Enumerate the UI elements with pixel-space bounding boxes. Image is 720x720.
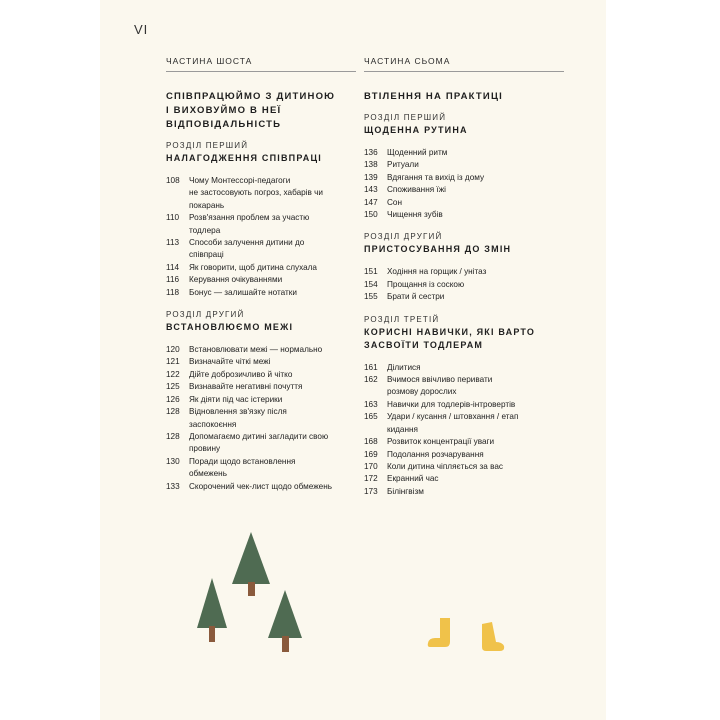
toc-page-number: 136 (364, 148, 378, 157)
tree-icon (195, 578, 229, 644)
toc-entry (364, 291, 564, 303)
section-title (166, 321, 356, 334)
toc-entry (364, 172, 564, 184)
part-title (166, 90, 356, 132)
toc-page-number: 121 (166, 357, 180, 367)
toc-entry (166, 175, 356, 212)
toc-entry-line: Як говорити, щоб дитина слухала (189, 262, 317, 272)
toc-entry-line: Подолання розчарування (387, 449, 484, 459)
toc-entry-title (189, 175, 356, 212)
part-title-line: І ВИХОВУЙМО В НЕЇ (166, 105, 282, 116)
toc-entry (166, 481, 356, 493)
toc-page-number: 155 (364, 292, 378, 302)
toc-entry (364, 197, 564, 209)
section-title (364, 326, 564, 352)
toc-entry (166, 406, 356, 431)
toc-entry (166, 394, 356, 406)
part-title (364, 90, 564, 104)
toc-entry-title (189, 262, 356, 274)
toc-page-number: 116 (166, 275, 180, 285)
toc-page-number: 128 (166, 431, 180, 441)
toc-page-number: 108 (166, 176, 180, 185)
toc-entry (364, 159, 564, 171)
toc-page-number: 126 (166, 394, 180, 404)
toc-entry-title (387, 291, 564, 303)
toc-entry-line: Коли дитина чіпляється за вас (387, 461, 504, 471)
toc-page-number: 130 (166, 456, 180, 466)
toc-entry-title (387, 362, 564, 374)
toc-section (364, 112, 564, 221)
toc-entry-line: Бонус — залишайте нотатки (189, 287, 297, 297)
toc-entry (166, 381, 356, 393)
toc-entry-line: Як діяти під час істерики (189, 394, 283, 404)
toc-entry-title (189, 369, 356, 381)
section-title-line: НАЛАГОДЖЕННЯ СПІВПРАЦІ (166, 153, 322, 163)
toc-entry (166, 237, 356, 262)
toc-entry-title (189, 344, 356, 356)
section-title-line: КОРИСНІ НАВИЧКИ, ЯКІ ВАРТО (364, 326, 536, 337)
toc-entry-title (387, 159, 564, 171)
section-title-line: ЩОДЕННА РУТИНА (364, 125, 468, 135)
toc-entry (364, 362, 564, 374)
toc-entry-line: обмежень (189, 469, 227, 479)
toc-page-number: 169 (364, 449, 378, 459)
part-title-line: СПІВПРАЦЮЙМО З ДИТИНОЮ (166, 91, 336, 102)
toc-entry-line: Визнавайте негативні почуття (189, 382, 303, 392)
toc-entry-line: Чищення зубів (387, 210, 443, 220)
toc-page-number: 122 (166, 369, 180, 379)
section-title (364, 243, 564, 256)
toc-entry (166, 274, 356, 286)
toc-page-number: 125 (166, 382, 180, 392)
toc-entry-line: провину (189, 444, 221, 454)
part-title-line: ВІДПОВІДАЛЬНІСТЬ (166, 119, 282, 130)
section-kicker: РОЗДІЛ ПЕРШИЙ (166, 141, 249, 150)
toc-entry-line: Відновлення зв'язку після (189, 407, 287, 417)
tree-icon (266, 590, 304, 654)
toc-page-number: 113 (166, 238, 180, 248)
toc-entry-line: Брати й сестри (387, 292, 445, 302)
part-label: ЧАСТИНА ШОСТА (166, 56, 356, 72)
part-label: ЧАСТИНА СЬОМА (364, 56, 564, 72)
toc-entry-title (387, 184, 564, 196)
section-title-line: ВСТАНОВЛЮЄМО МЕЖІ (166, 322, 294, 333)
toc-entry-title (387, 279, 564, 291)
toc-entry-title (387, 209, 564, 221)
toc-entry (166, 431, 356, 456)
toc-entry (364, 411, 564, 436)
toc-page-number: 110 (166, 213, 180, 223)
toc-entry (364, 486, 564, 498)
section-title (166, 152, 356, 165)
toc-page-number: 151 (364, 267, 378, 277)
toc-entry (166, 287, 356, 299)
right-column (364, 56, 564, 508)
toc-entry (364, 449, 564, 461)
toc-entry-line: Керування очікуваннями (189, 275, 283, 285)
toc-entry-line: Визначайте чіткі межі (189, 357, 271, 367)
toc-entry (364, 147, 564, 159)
toc-page-number: 139 (364, 172, 378, 182)
toc-entry (364, 436, 564, 448)
toc-entry-title (189, 212, 356, 237)
toc-entry (166, 356, 356, 368)
left-column (166, 56, 356, 503)
toc-entry-line: Ходіння на горщик / унітаз (387, 267, 487, 277)
toc-page-number: 128 (166, 407, 180, 417)
toc-entry-line: Екранний час (387, 474, 439, 484)
toc-entry-line: Щоденний ритм (387, 148, 448, 157)
toc-entry (166, 344, 356, 356)
toc-section (364, 314, 564, 498)
toc-entry-line: тодлера (189, 225, 221, 235)
section-title-line: ПРИСТОСУВАННЯ ДО ЗМІН (364, 244, 512, 255)
toc-page-number: 172 (364, 474, 378, 484)
toc-entry-line: Удари / кусання / штовхання / етап (387, 412, 519, 422)
toc-section (166, 140, 356, 299)
toc-entry-line: Дійте доброзичливо й чітко (189, 369, 293, 379)
toc-entry-line: заспокоєння (189, 419, 237, 429)
toc-entry-title (189, 406, 356, 431)
toc-entry (364, 184, 564, 196)
toc-entry (364, 473, 564, 485)
toc-entry-title (189, 431, 356, 456)
toc-entry-line: Скорочений чек-лист щодо обмежень (189, 481, 333, 491)
toc-entry-title (387, 461, 564, 473)
toc-entries (364, 362, 564, 498)
toc-entry-title (387, 266, 564, 278)
page-number: VI (134, 22, 149, 37)
toc-entry-title (189, 381, 356, 393)
toc-entry-line: Білінгвізм (387, 486, 424, 496)
boot-icon (426, 616, 460, 650)
toc-entry-line: Прощання із соскою (387, 279, 465, 289)
toc-entry-line: Споживання їжі (387, 185, 446, 195)
toc-entry-title (189, 456, 356, 481)
toc-page-number: 173 (364, 486, 378, 496)
toc-entry-title (189, 356, 356, 368)
boot-icon (474, 620, 508, 654)
toc-entry-line: Встановлювати межі — нормально (189, 345, 323, 355)
toc-entry-line: покарань (189, 200, 225, 210)
section-kicker: РОЗДІЛ ДРУГИЙ (364, 232, 443, 242)
toc-entry-title (387, 147, 564, 159)
section-title (364, 124, 564, 137)
toc-page-number: 163 (364, 399, 378, 409)
toc-entry-title (387, 411, 564, 436)
toc-entry (166, 212, 356, 237)
toc-page-number: 165 (364, 412, 378, 422)
toc-entries (166, 175, 356, 299)
toc-entry-line: Навички для тодлерів-інтровертів (387, 399, 516, 409)
toc-entry-title (387, 197, 564, 209)
toc-page-number: 162 (364, 375, 378, 385)
toc-entry-title (189, 481, 356, 493)
toc-entry-title (189, 237, 356, 262)
toc-entry (364, 266, 564, 278)
section-kicker: РОЗДІЛ ДРУГИЙ (166, 310, 245, 320)
toc-entry-title (387, 486, 564, 498)
right-sections (364, 112, 564, 498)
tree-icon (230, 532, 272, 598)
toc-page-number: 147 (364, 197, 378, 207)
toc-entries (364, 147, 564, 221)
toc-entry-line: співпраці (189, 250, 224, 260)
toc-entry-line: Поради щодо встановлення (189, 456, 296, 466)
part-title-line: ВТІЛЕННЯ НА ПРАКТИЦІ (364, 91, 503, 102)
toc-entry (364, 399, 564, 411)
toc-page-number: 133 (166, 481, 180, 491)
toc-entry-line: Розвиток концентрації уваги (387, 437, 495, 447)
toc-entry-title (387, 172, 564, 184)
toc-entry-title (387, 473, 564, 485)
toc-section (364, 231, 564, 303)
section-title-line: ЗАСВОЇТИ ТОДЛЕРАМ (364, 339, 484, 350)
toc-entry (166, 262, 356, 274)
toc-page-number: 161 (364, 362, 378, 372)
toc-entry-line: розмову дорослих (387, 387, 457, 397)
toc-entry-line: кидання (387, 424, 418, 434)
left-sections (166, 140, 356, 493)
toc-entry-line: Ділитися (387, 362, 421, 372)
toc-entry-line: Вдягання та вихід із дому (387, 172, 485, 182)
toc-entry-line: Ритуали (387, 160, 419, 170)
toc-entry-title (387, 374, 564, 399)
section-kicker: РОЗДІЛ ПЕРШИЙ (364, 113, 447, 122)
toc-entry (166, 456, 356, 481)
toc-entry-line: Вчимося ввічливо перивати (387, 375, 493, 385)
toc-entry (364, 209, 564, 221)
toc-page-number: 143 (364, 185, 378, 195)
toc-page-number: 120 (166, 345, 180, 355)
section-kicker: РОЗДІЛ ТРЕТІЙ (364, 314, 440, 324)
toc-page-number: 138 (364, 160, 378, 170)
toc-page-number: 114 (166, 262, 180, 272)
toc-entries (364, 266, 564, 303)
toc-entry-title (189, 394, 356, 406)
toc-entry-title (189, 287, 356, 299)
toc-entry-line: Допомагаємо дитині загладити свою (189, 431, 329, 441)
toc-entry-title (387, 436, 564, 448)
toc-entry-line: Способи залучення дитини до (189, 238, 305, 248)
toc-page-number: 154 (364, 279, 378, 289)
toc-entry-line: не застосовують погроз, хабарів чи (189, 188, 323, 198)
toc-entries (166, 344, 356, 493)
toc-entry-line: Сон (387, 197, 402, 207)
toc-entry-title (387, 449, 564, 461)
toc-page-number: 118 (166, 287, 180, 297)
toc-entry (166, 369, 356, 381)
toc-entry (364, 374, 564, 399)
toc-entry-title (387, 399, 564, 411)
toc-section (166, 309, 356, 493)
toc-entry (364, 279, 564, 291)
toc-entry-line: Розв'язання проблем за участю (189, 213, 310, 223)
toc-page-number: 168 (364, 437, 378, 447)
toc-page-number: 170 (364, 461, 378, 471)
toc-entry-line: Чому Монтессорі-педагоги (189, 176, 291, 185)
toc-page-number: 150 (364, 210, 378, 220)
toc-entry-title (189, 274, 356, 286)
toc-entry (364, 461, 564, 473)
